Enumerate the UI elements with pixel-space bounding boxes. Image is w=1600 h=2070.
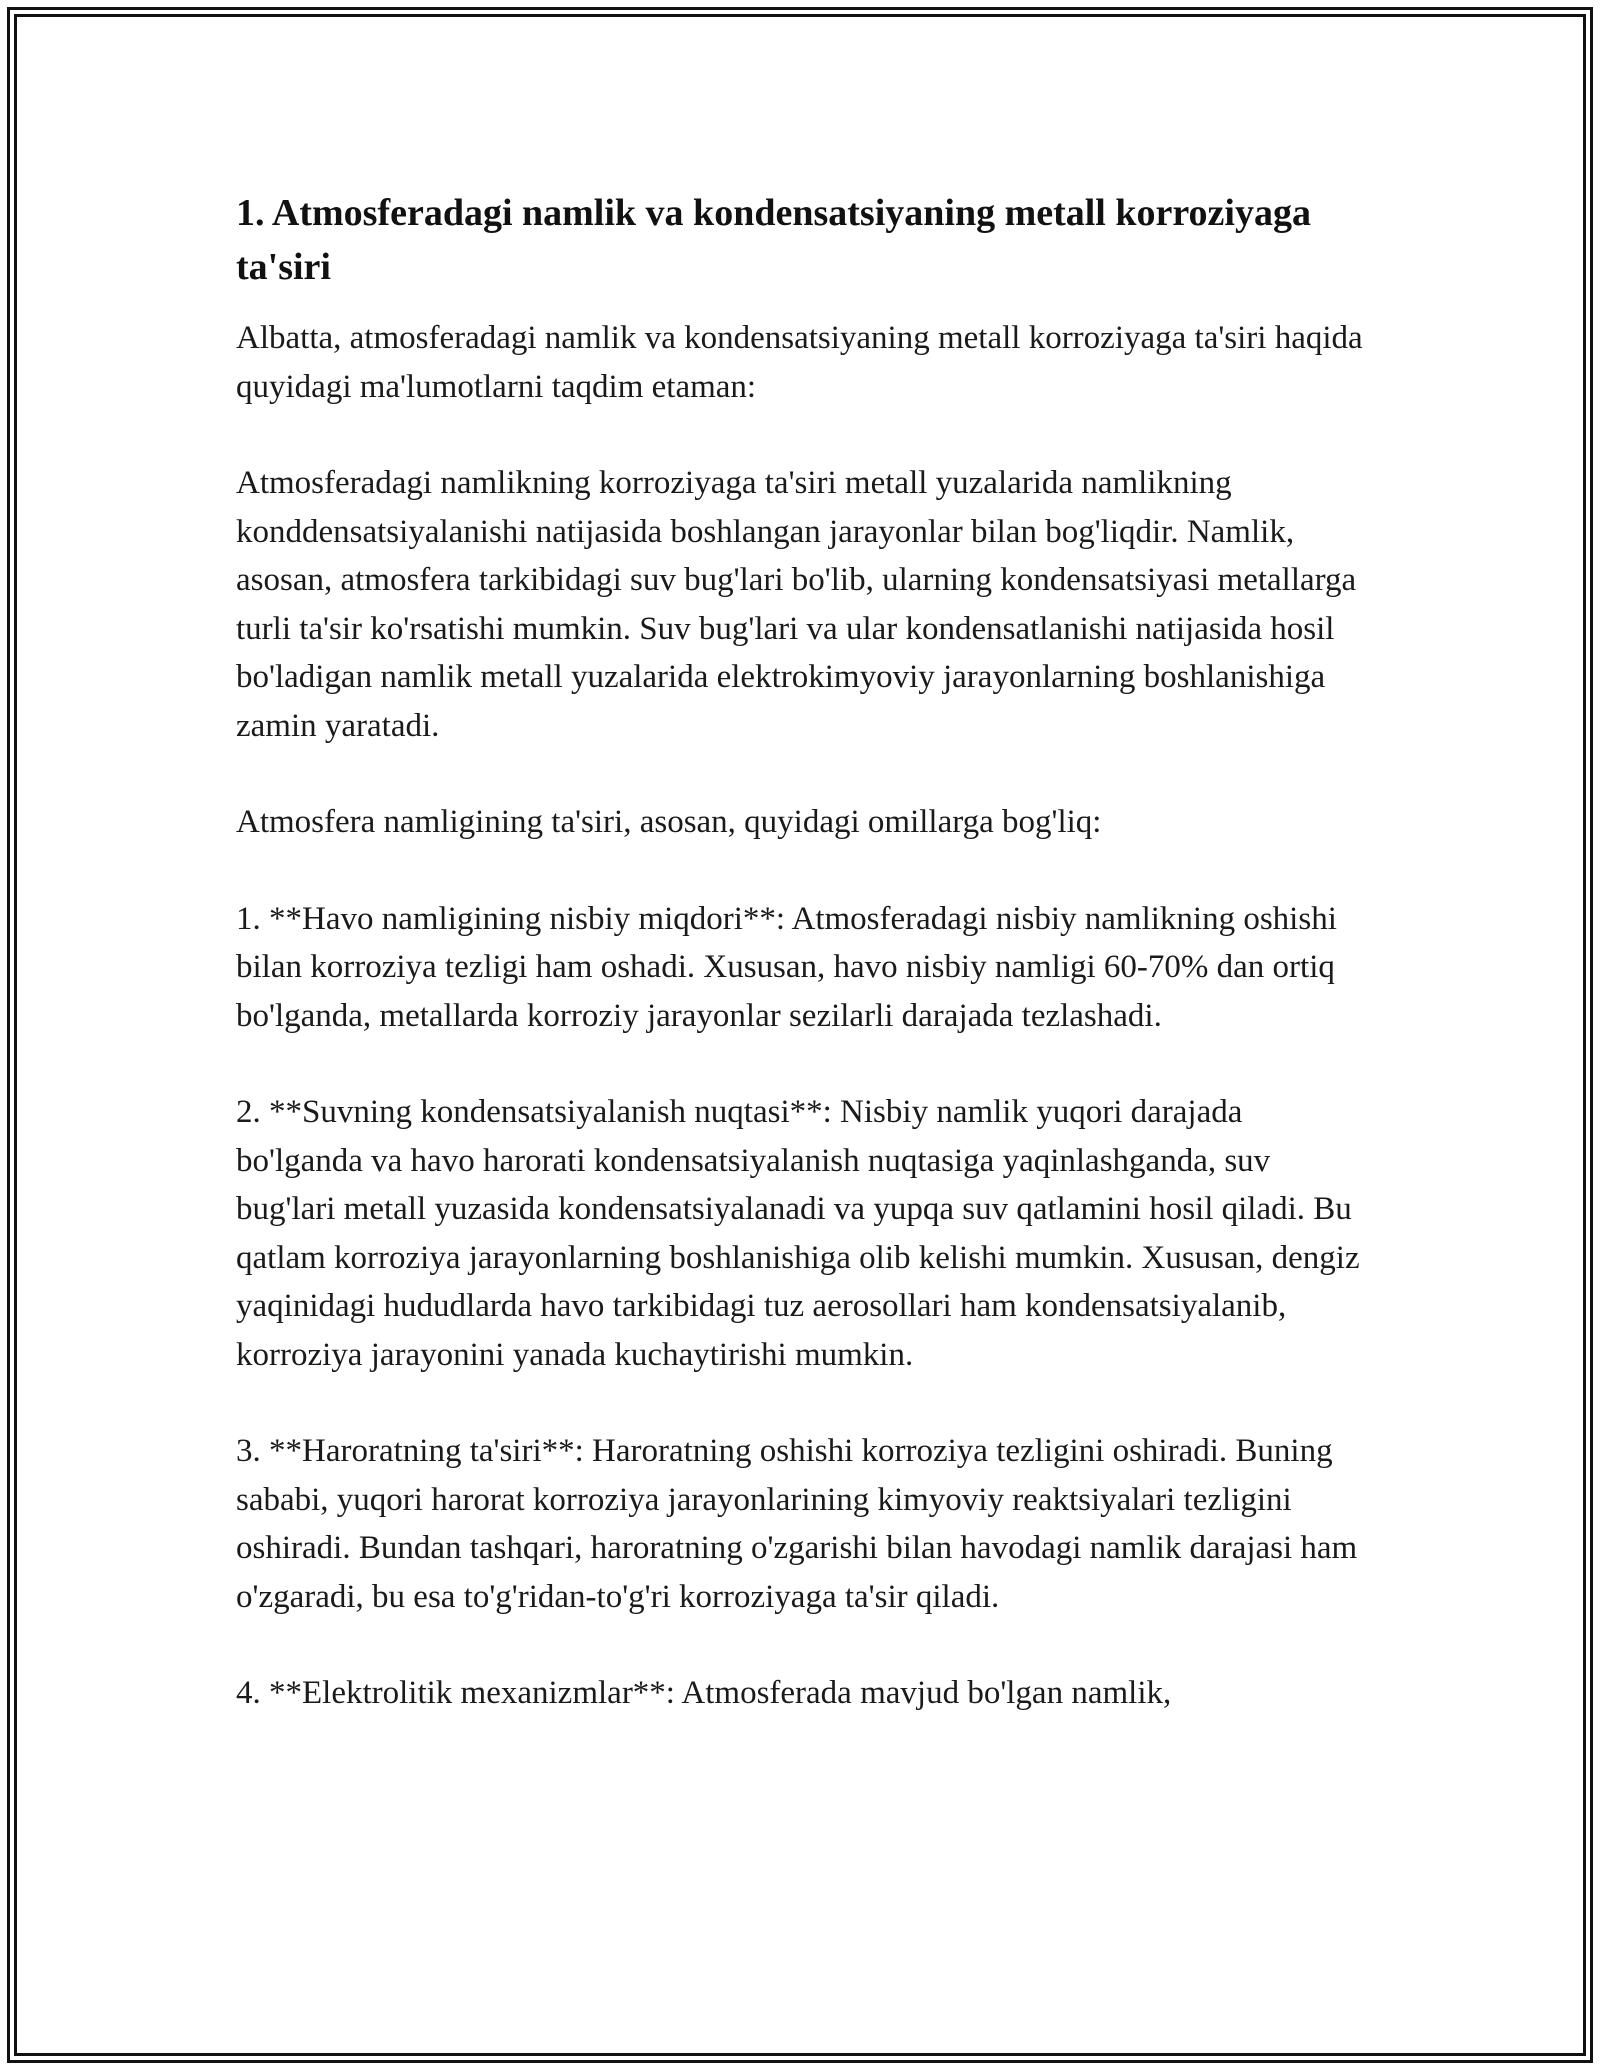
humidity-effect-paragraph: Atmosferadagi namlikning korroziyaga ta'siri metall yuzalarida namlikning konddensatsiyalanishi natijasida boshlangan jarayonlar bilan bog'liqdir. Namlik, asosan, atmosfera tarkibidagi suv bug'lari bo'lib, ularning kondensatsiyasi metallarga turli ta'sir ko'rsatishi mumkin. Suv bug'lari va ular kondensatlanishi natijasida hosil bo'ladigan namlik metall yuzalarida elektrokimyoviy jarayonlarning boshlanishiga zamin yaratadi. (236, 465, 1357, 744)
factors-lead-paragraph: Atmosfera namligining ta'siri, asosan, quyidagi omillarga bog'liq: (236, 804, 1102, 840)
list-item-2: 2. **Suvning kondensatsiyalanish nuqtasi**: Nisbiy namlik yuqori darajada bo'lganda va havo harorati kondensatsiyalanish nuqtasiga yaqinlashganda, suv bug'lari metall yuzasida kondensatsiyalanadi va yupqa suv qatlamini hosil qiladi. Bu qatlam korroziya jarayonlarning boshlanishiga olib kelishi mumkin. Xususan, dengiz yaqinidagi hududlarda havo tarkibidagi tuz aerosollari ham kondensatsiyalanib, korroziya jarayonini yanada kuchaytirishi mumkin. (236, 1094, 1360, 1373)
document-body (236, 186, 1376, 1766)
list-item-4: 4. **Elektrolitik mexanizmlar**: Atmosferada mavjud bo'lgan namlik, (236, 1675, 1172, 1711)
list-item-1: 1. **Havo namligining nisbiy miqdori**: Atmosferadagi nisbiy namlikning oshishi bilan korroziya tezligi ham oshadi. Xususan, havo nisbiy namligi 60-70% dan ortiq bo'lganda, metallarda korroziy jarayonlar sezilarli darajada tezlashadi. (236, 900, 1337, 1034)
intro-paragraph: Albatta, atmosferadagi namlik va kondensatsiyaning metall korroziyaga ta'siri haqida quyidagi ma'lumotlarni taqdim etaman: (236, 320, 1363, 405)
list-item-3: 3. **Haroratning ta'siri**: Haroratning oshishi korroziya tezligini oshiradi. Buning sababi, yuqori harorat korroziya jarayonlarining kimyoviy reaktsiyalari tezligini oshiradi. Bundan tashqari, haroratning o'zgarishi bilan havodagi namlik darajasi ham o'zgaradi, bu esa to'g'ridan-to'g'ri korroziyaga ta'sir qiladi. (236, 1433, 1358, 1615)
document-title: 1. Atmosferadagi namlik va kondensatsiyaning metall korroziyaga ta'siri (236, 192, 1311, 288)
